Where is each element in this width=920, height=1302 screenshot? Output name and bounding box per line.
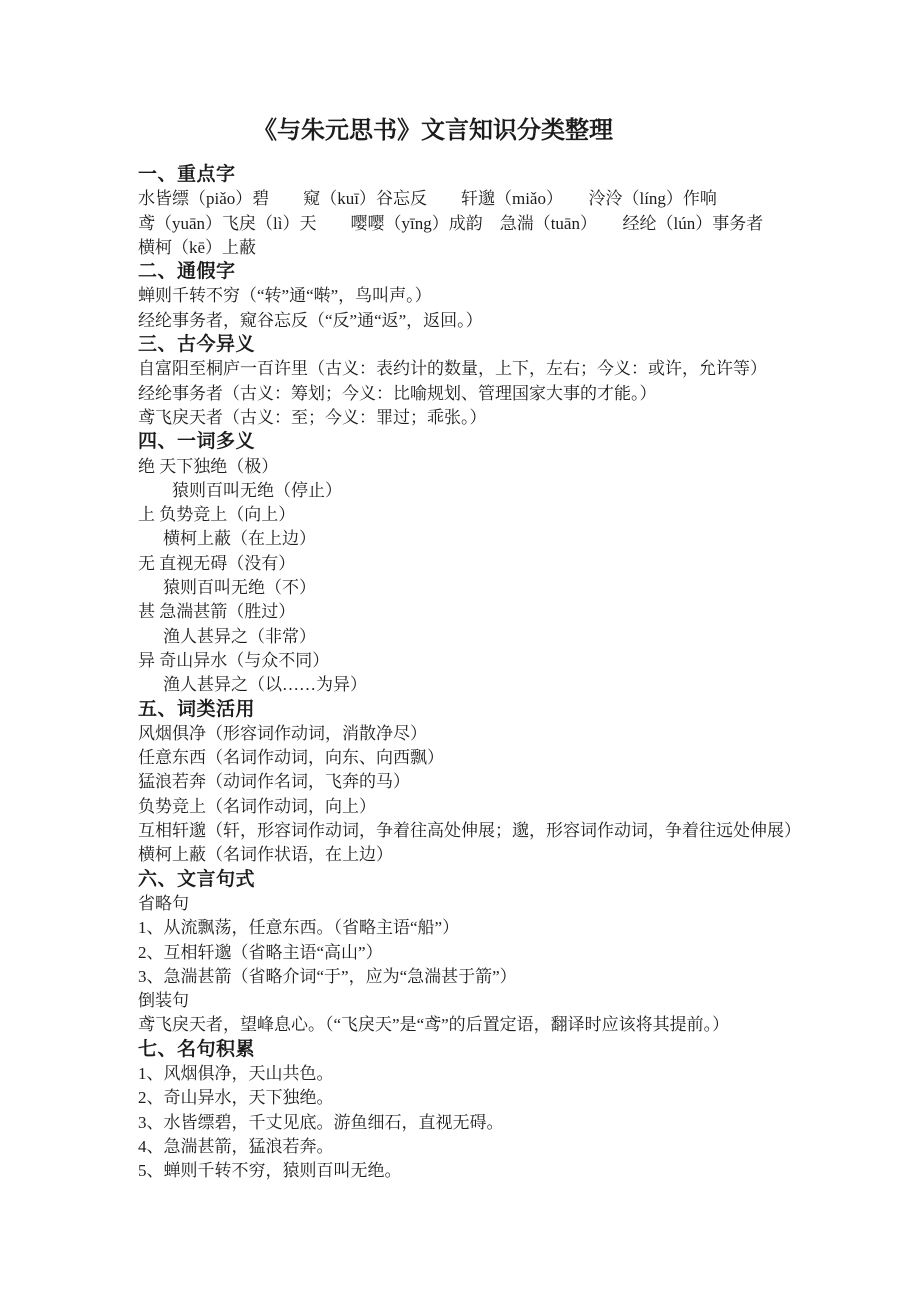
section-word-class-usage (138, 698, 800, 868)
section-polysemous-words (138, 430, 800, 697)
text-line: 经纶事务者，窥谷忘反（“反”通“返”，返回。） (138, 310, 483, 330)
text-line: 1、风烟俱净，天山共色。 (138, 1063, 334, 1083)
text-line: 渔人甚异之（以……为异） (163, 675, 367, 695)
text-line: 负势竞上（名词作动词，向上） (138, 796, 376, 816)
section-heading: 三、古今异义 (138, 334, 256, 356)
text-line: 1、从流飘荡，任意东西。（省略主语“船”） (138, 918, 460, 938)
document-title: 《与朱元思书》文言知识分类整理 (253, 118, 613, 144)
text-line: 鸢（yuān）飞戾（lì）天 嘤嘤（yīng）成韵 急湍（tuān） 经纶（lún）事务者 (138, 213, 764, 233)
text-line: 倒装句 (138, 991, 189, 1011)
section-famous-sentences (138, 1038, 800, 1184)
text-line: 2、互相轩邈（省略主语“高山”） (138, 942, 383, 962)
text-line: 鸢飞戾天者，望峰息心。（“飞戾天”是“鸢”的后置定语，翻译时应该将其提前。） (138, 1015, 730, 1035)
text-line: 异 奇山异水（与众不同） (138, 650, 330, 670)
text-line: 3、水皆缥碧，千丈见底。游鱼细石，直视无碍。 (138, 1112, 504, 1132)
text-line: 4、急湍甚箭，猛浪若奔。 (138, 1136, 334, 1156)
text-line: 任意东西（名词作动词，向东、向西飘） (138, 748, 444, 768)
text-line: 无 直视无碍（没有） (138, 553, 296, 573)
text-line: 蝉则千转不穷（“转”通“啭”，鸟叫声。） (138, 286, 432, 306)
text-line: 横柯上蔽（在上边） (163, 529, 316, 549)
text-line: 5、蝉则千转不穷，猿则百叫无绝。 (138, 1161, 402, 1181)
section-classical-sentence-patterns (138, 868, 800, 1038)
text-line: 水皆缥（piǎo）碧 窥（kuī）谷忘反 轩邈（miǎo） 泠泠（líng）作响 (138, 189, 717, 209)
text-line: 省略句 (138, 893, 189, 913)
text-line: 经纶事务者（古义：筹划；今义：比喻规划、管理国家大事的才能。） (138, 383, 657, 403)
section-interchangeable-characters (138, 260, 800, 333)
text-line: 风烟俱净（形容词作动词，消散净尽） (138, 723, 427, 743)
section-ancient-modern-meanings (138, 333, 800, 430)
section-heading: 一、重点字 (138, 164, 236, 185)
text-line: 3、急湍甚箭（省略介词“于”，应为“急湍甚于箭”） (138, 966, 517, 986)
text-line: 绝 天下独绝（极） (138, 456, 279, 476)
section-heading: 二、通假字 (138, 261, 236, 283)
section-heading: 四、一词多义 (138, 431, 256, 453)
text-line: 鸢飞戾天者（古义：至；今义：罪过；乖张。） (138, 407, 487, 427)
text-line: 渔人甚异之（非常） (163, 626, 316, 646)
text-line: 2、奇山异水，天下独绝。 (138, 1088, 334, 1108)
text-line: 自富阳至桐庐一百许里（古义：表约计的数量，上下，左右；今义：或许，允许等） (138, 359, 767, 379)
text-line: 猿则百叫无绝（停止） (172, 480, 342, 500)
text-line: 甚 急湍甚箭（胜过） (138, 602, 296, 622)
section-heading: 六、文言句式 (138, 868, 256, 890)
text-line: 横柯上蔽（名词作状语，在上边） (138, 845, 393, 865)
text-line: 猿则百叫无绝（不） (163, 578, 316, 598)
section-heading: 五、词类活用 (138, 698, 256, 720)
text-line: 互相轩邈（轩，形容词作动词，争着往高处伸展；邈，形容词作动词，争着往远处伸展） (138, 821, 801, 841)
text-line: 上 负势竞上（向上） (138, 505, 296, 525)
text-line: 横柯（kē）上蔽 (138, 237, 257, 257)
section-heading: 七、名句积累 (138, 1038, 256, 1060)
section-key-characters (138, 163, 800, 260)
text-line: 猛浪若奔（动词作名词，飞奔的马） (138, 772, 410, 792)
